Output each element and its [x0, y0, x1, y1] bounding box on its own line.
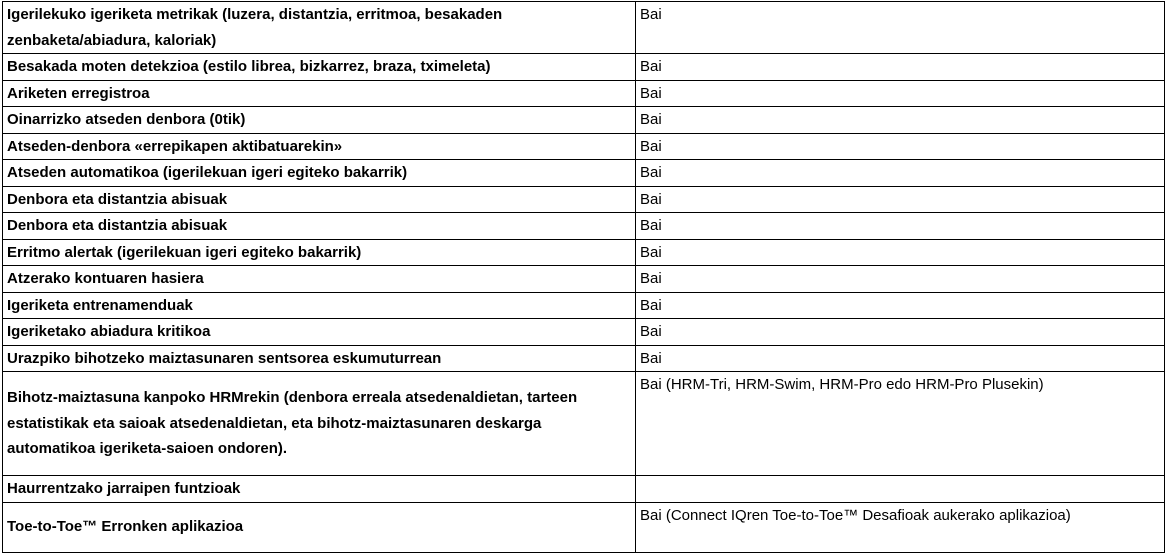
feature-cell: Erritmo alertak (igerilekuan igeri egiteko bakarrik) [3, 239, 636, 266]
value-cell: Bai [636, 266, 1165, 293]
table-row [3, 345, 1165, 372]
table-row [3, 160, 1165, 187]
value-cell: Bai [636, 292, 1165, 319]
feature-cell: Atseden automatikoa (igerilekuan igeri egiteko bakarrik) [3, 160, 636, 187]
table-row [3, 2, 1165, 54]
feature-cell: Haurrentzako jarraipen funtzioak [3, 476, 636, 503]
table-row [3, 80, 1165, 107]
table-row [3, 266, 1165, 293]
value-cell: Bai [636, 2, 1165, 54]
feature-cell: Atseden-denbora «errepikapen aktibatuarekin» [3, 133, 636, 160]
value-cell: Bai [636, 107, 1165, 134]
table-row [3, 502, 1165, 552]
table-row [3, 54, 1165, 81]
table-row [3, 213, 1165, 240]
feature-cell: Denbora eta distantzia abisuak [3, 186, 636, 213]
table-row [3, 239, 1165, 266]
feature-cell: Toe-to-Toe™ Erronken aplikazioa [3, 502, 636, 552]
table-row [3, 372, 1165, 476]
feature-cell: Igeriketako abiadura kritikoa [3, 319, 636, 346]
table-row [3, 107, 1165, 134]
value-cell: Bai (Connect IQren Toe-to-Toe™ Desafioak aukerako aplikazioa) [636, 502, 1165, 552]
value-cell: Bai (HRM-Tri, HRM-Swim, HRM-Pro edo HRM-Pro Plusekin) [636, 372, 1165, 476]
feature-cell: Igerilekuko igeriketa metrikak (luzera, distantzia, erritmoa, besakaden zenbaketa/abiadura, kaloriak) [3, 2, 636, 54]
table-row [3, 292, 1165, 319]
value-cell: Bai [636, 54, 1165, 81]
swim-features-table [2, 1, 1165, 553]
table-row [3, 319, 1165, 346]
value-cell [636, 476, 1165, 503]
table-row [3, 476, 1165, 503]
value-cell: Bai [636, 186, 1165, 213]
table-row [3, 133, 1165, 160]
value-cell: Bai [636, 345, 1165, 372]
feature-cell: Igeriketa entrenamenduak [3, 292, 636, 319]
value-cell: Bai [636, 239, 1165, 266]
feature-cell: Besakada moten detekzioa (estilo librea, bizkarrez, braza, tximeleta) [3, 54, 636, 81]
value-cell: Bai [636, 80, 1165, 107]
table-row [3, 186, 1165, 213]
feature-cell: Urazpiko bihotzeko maiztasunaren sentsorea eskumuturrean [3, 345, 636, 372]
value-cell: Bai [636, 160, 1165, 187]
value-cell: Bai [636, 319, 1165, 346]
feature-cell: Ariketen erregistroa [3, 80, 636, 107]
feature-cell: Denbora eta distantzia abisuak [3, 213, 636, 240]
feature-cell: Oinarrizko atseden denbora (0tik) [3, 107, 636, 134]
value-cell: Bai [636, 133, 1165, 160]
feature-cell: Bihotz-maiztasuna kanpoko HRMrekin (denbora erreala atsedenaldietan, tarteen estatistikak eta saioak atsedenaldietan, eta bihotz-maiztasunaren deskarga automatikoa igeriketa-saioen ondoren). [3, 372, 636, 476]
value-cell: Bai [636, 213, 1165, 240]
feature-cell: Atzerako kontuaren hasiera [3, 266, 636, 293]
